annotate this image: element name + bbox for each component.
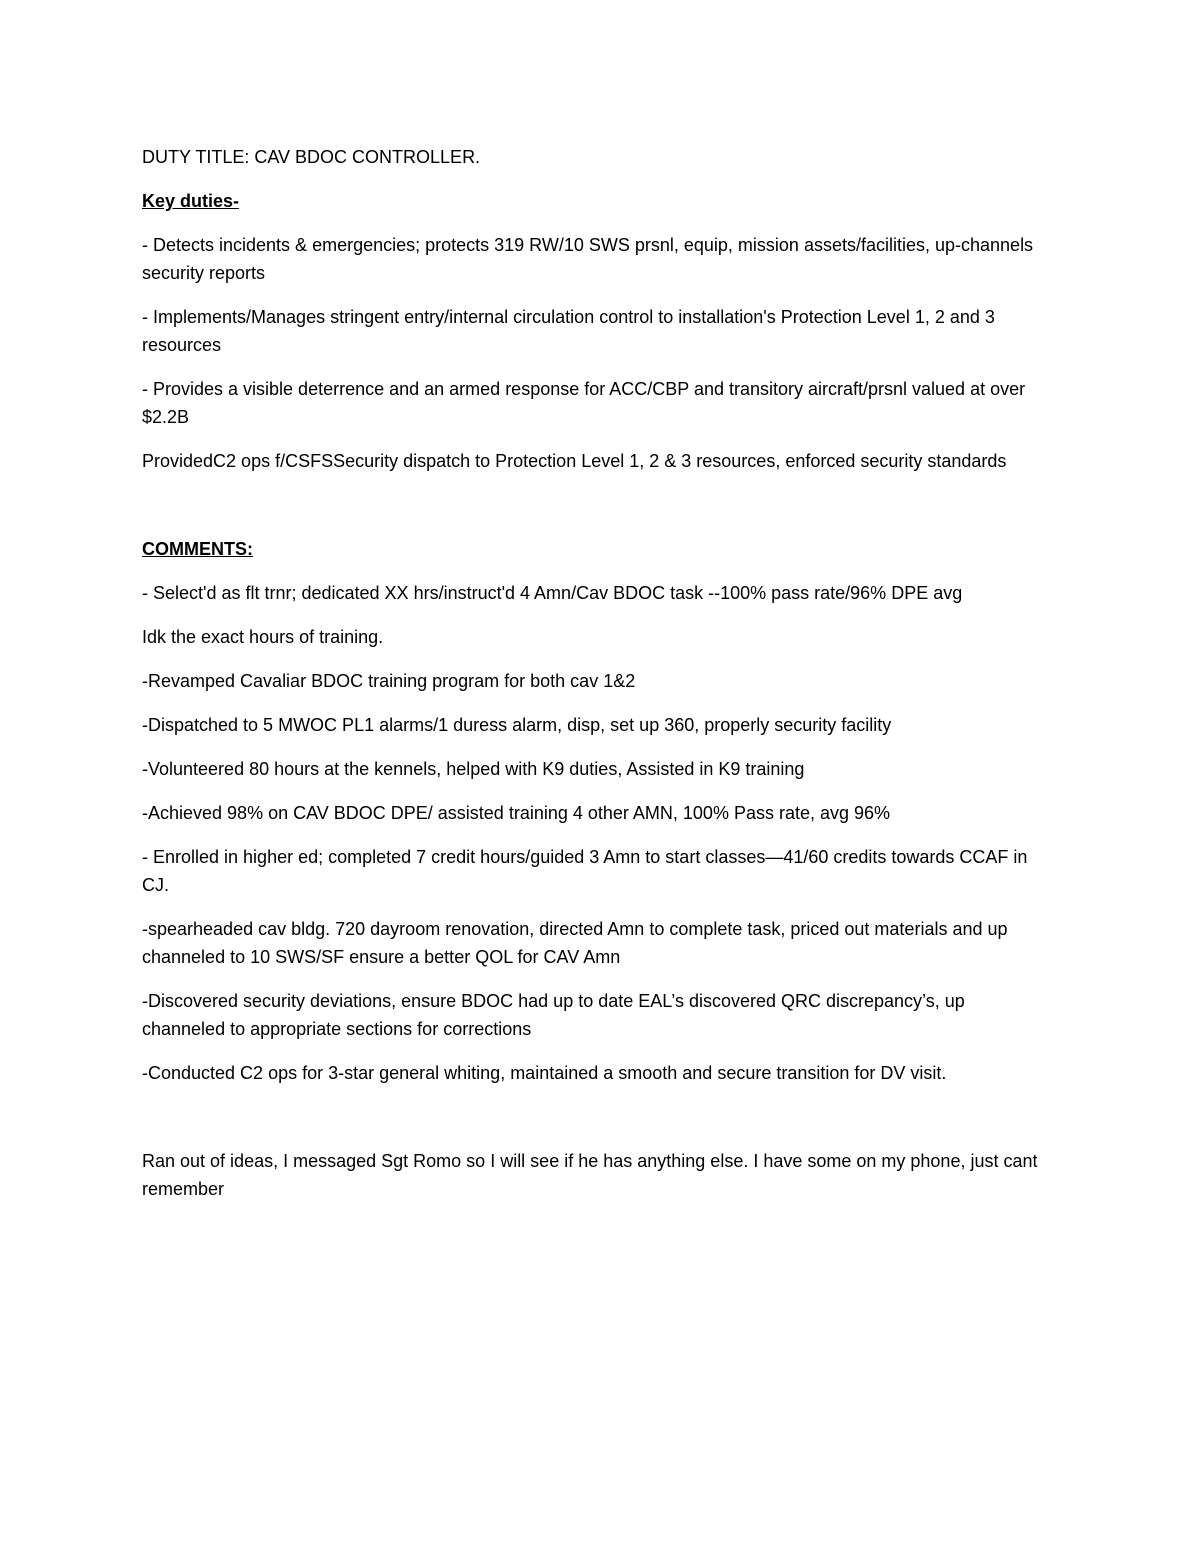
comments-heading: COMMENTS: [142, 539, 253, 559]
key-duty-item: ProvidedC2 ops f/CSFSSecurity dispatch to Protection Level 1, 2 & 3 resources, enforced security standards [142, 451, 1007, 471]
comment-item: - Enrolled in higher ed; completed 7 credit hours/guided 3 Amn to start classes—41/60 credits towards CCAF in CJ. [142, 847, 1028, 895]
comment-item: -Volunteered 80 hours at the kennels, helped with K9 duties, Assisted in K9 training [142, 759, 805, 779]
comment-item: -Revamped Cavaliar BDOC training program for both cav 1&2 [142, 671, 636, 691]
key-duties-heading: Key duties- [142, 191, 240, 211]
key-duty-item: - Implements/Manages stringent entry/internal circulation control to installation's Protection Level 1, 2 and 3 resources [142, 307, 995, 355]
section-gap [142, 491, 1047, 535]
duty-title: DUTY TITLE: CAV BDOC CONTROLLER. [142, 147, 481, 167]
comment-item: Idk the exact hours of training. [142, 627, 384, 647]
closing-note: Ran out of ideas, I messaged Sgt Romo so I will see if he has anything else. I have some on my phone, just cant remember [142, 1151, 1038, 1199]
comment-item: -Conducted C2 ops for 3-star general whiting, maintained a smooth and secure transition for DV visit. [142, 1063, 947, 1083]
document-body [142, 143, 1047, 1219]
section-gap [142, 1103, 1047, 1147]
key-duty-item: - Provides a visible deterrence and an armed response for ACC/CBP and transitory aircraft/prsnl valued at over $2.2B [142, 379, 1026, 427]
comment-item: -Achieved 98% on CAV BDOC DPE/ assisted training 4 other AMN, 100% Pass rate, avg 96% [142, 803, 891, 823]
comment-item: -spearheaded cav bldg. 720 dayroom renovation, directed Amn to complete task, priced out materials and up channeled to 10 SWS/SF ensure a better QOL for CAV Amn [142, 919, 1008, 967]
comment-item: -Discovered security deviations, ensure BDOC had up to date EAL’s discovered QRC discrepancy’s, up channeled to appropriate sections for corrections [142, 991, 965, 1039]
comment-item: -Dispatched to 5 MWOC PL1 alarms/1 duress alarm, disp, set up 360, properly security facility [142, 715, 892, 735]
key-duty-item: - Detects incidents & emergencies; protects 319 RW/10 SWS prsnl, equip, mission assets/facilities, up-channels security reports [142, 235, 1034, 283]
comment-item: - Select'd as flt trnr; dedicated XX hrs/instruct'd 4 Amn/Cav BDOC task --100% pass rate/96% DPE avg [142, 583, 963, 603]
